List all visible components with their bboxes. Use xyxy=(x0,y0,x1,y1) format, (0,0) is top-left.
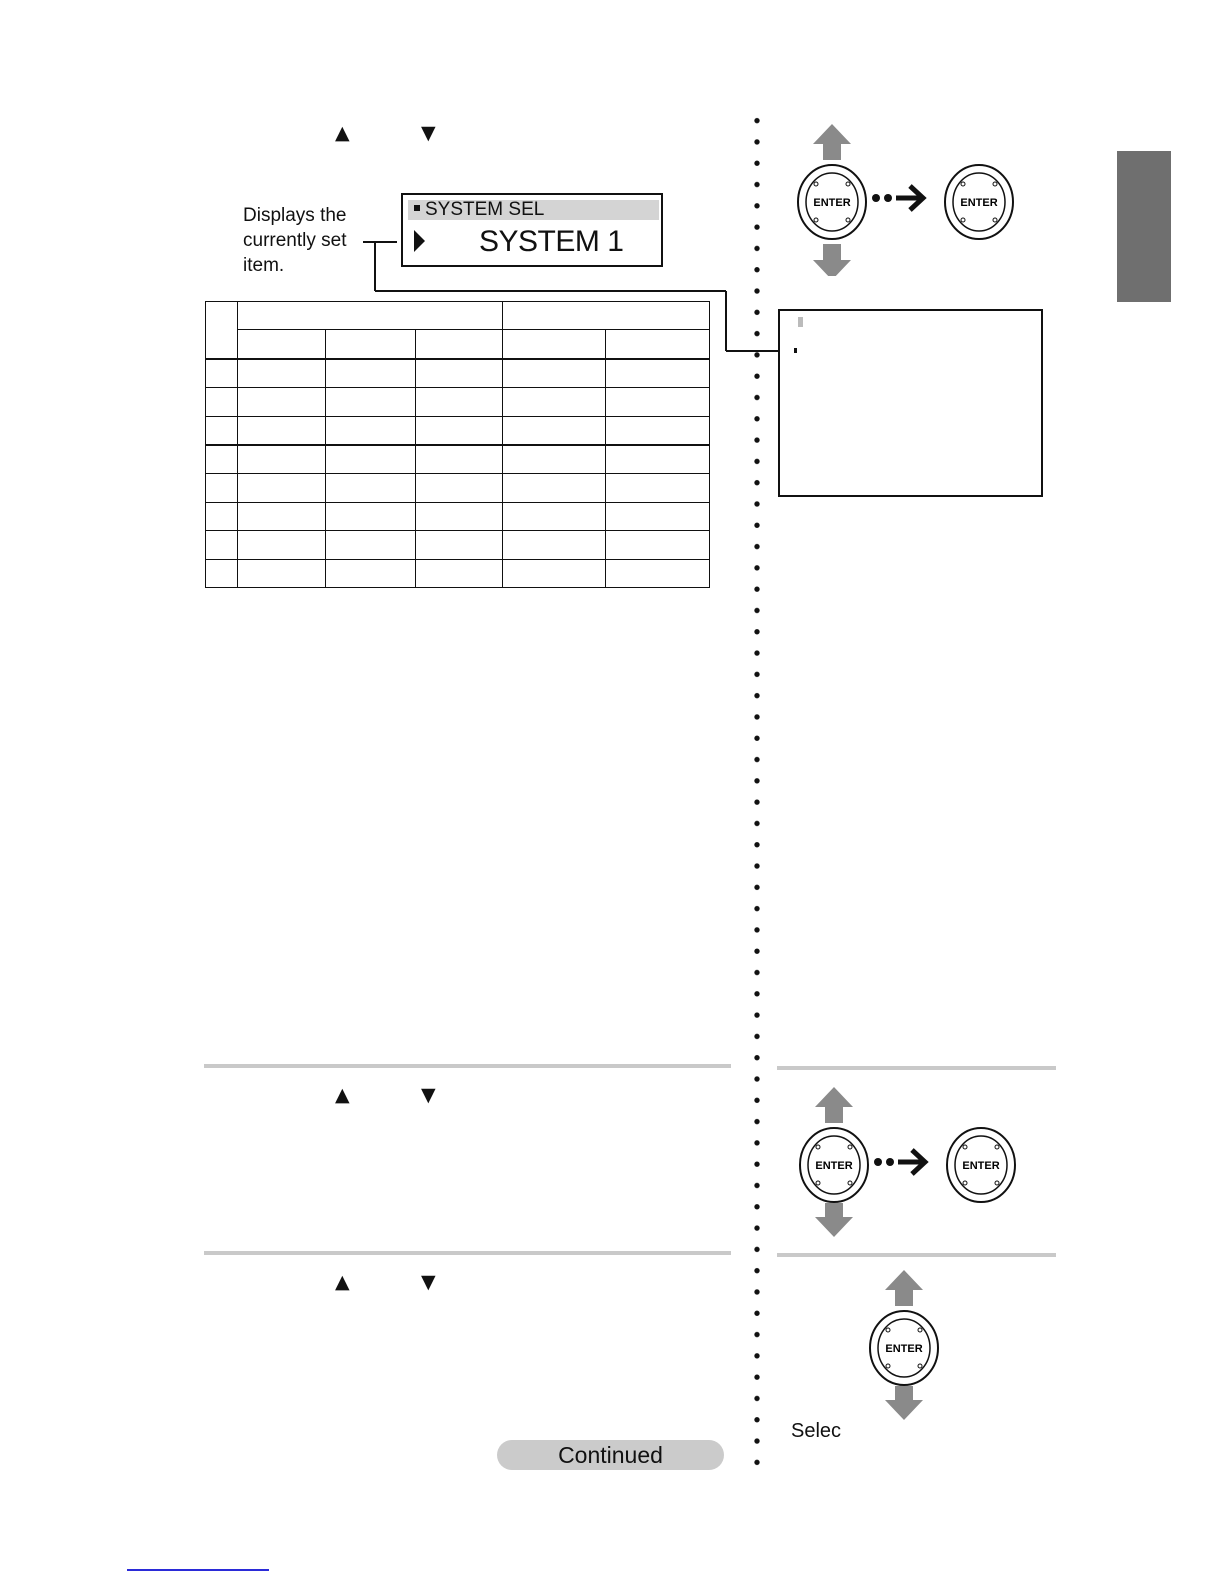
selec-label: Selec xyxy=(791,1420,842,1442)
enter-label: ENTER xyxy=(813,197,851,209)
table-row xyxy=(206,416,710,445)
table-cell xyxy=(238,330,326,359)
table-header-row xyxy=(206,330,710,359)
table-cell xyxy=(416,330,503,359)
lcd-header xyxy=(408,200,659,220)
lcd-value: SYSTEM 1 xyxy=(479,225,624,258)
table-cell xyxy=(503,302,710,330)
down-arrow-icon: ▼ xyxy=(421,1084,436,1106)
section-rule xyxy=(777,1253,1056,1257)
enter-label: ENTER xyxy=(885,1343,923,1355)
up-arrow-icon: ▲ xyxy=(335,1271,350,1293)
table-header-row xyxy=(206,302,710,330)
table-cell xyxy=(606,330,710,359)
pointer-icon xyxy=(794,348,797,353)
table-cell xyxy=(206,302,238,359)
table-cell xyxy=(326,330,416,359)
table-cell xyxy=(238,302,503,330)
pointer-icon xyxy=(414,230,425,252)
table-row xyxy=(206,559,710,587)
continued-badge: Continued xyxy=(497,1440,724,1470)
lcd-header-text: SYSTEM SEL xyxy=(425,199,545,220)
callout-line: item. xyxy=(243,255,285,276)
section-rule xyxy=(204,1251,731,1255)
up-arrow-icon: ▲ xyxy=(335,122,350,144)
enter-dial-illustration xyxy=(795,124,1020,276)
section-tab xyxy=(1117,151,1171,302)
enter-dial-illustration xyxy=(867,1270,947,1422)
square-icon xyxy=(414,205,420,211)
footer-link-underline xyxy=(127,1569,269,1571)
callout-line: Displays the xyxy=(243,205,347,226)
lcd-display xyxy=(401,193,663,267)
down-arrow-icon: ▼ xyxy=(421,1271,436,1293)
enter-label: ENTER xyxy=(815,1160,853,1172)
enter-dial-illustration xyxy=(797,1087,1022,1239)
table-row xyxy=(206,474,710,502)
section-rule xyxy=(777,1066,1056,1070)
table-cell xyxy=(503,330,606,359)
enter-label: ENTER xyxy=(962,1160,1000,1172)
table-row xyxy=(206,531,710,559)
enter-label: ENTER xyxy=(960,197,998,209)
dotted-divider xyxy=(753,110,761,1470)
up-arrow-icon: ▲ xyxy=(335,1084,350,1106)
marker-icon xyxy=(798,317,803,327)
table-row xyxy=(206,502,710,530)
settings-table xyxy=(205,301,710,588)
info-box xyxy=(778,309,1043,497)
table-row xyxy=(206,359,710,388)
table-row xyxy=(206,388,710,416)
callout-line: currently set xyxy=(243,230,347,251)
table-row xyxy=(206,445,710,474)
down-arrow-icon: ▼ xyxy=(421,122,436,144)
section-rule xyxy=(204,1064,731,1068)
